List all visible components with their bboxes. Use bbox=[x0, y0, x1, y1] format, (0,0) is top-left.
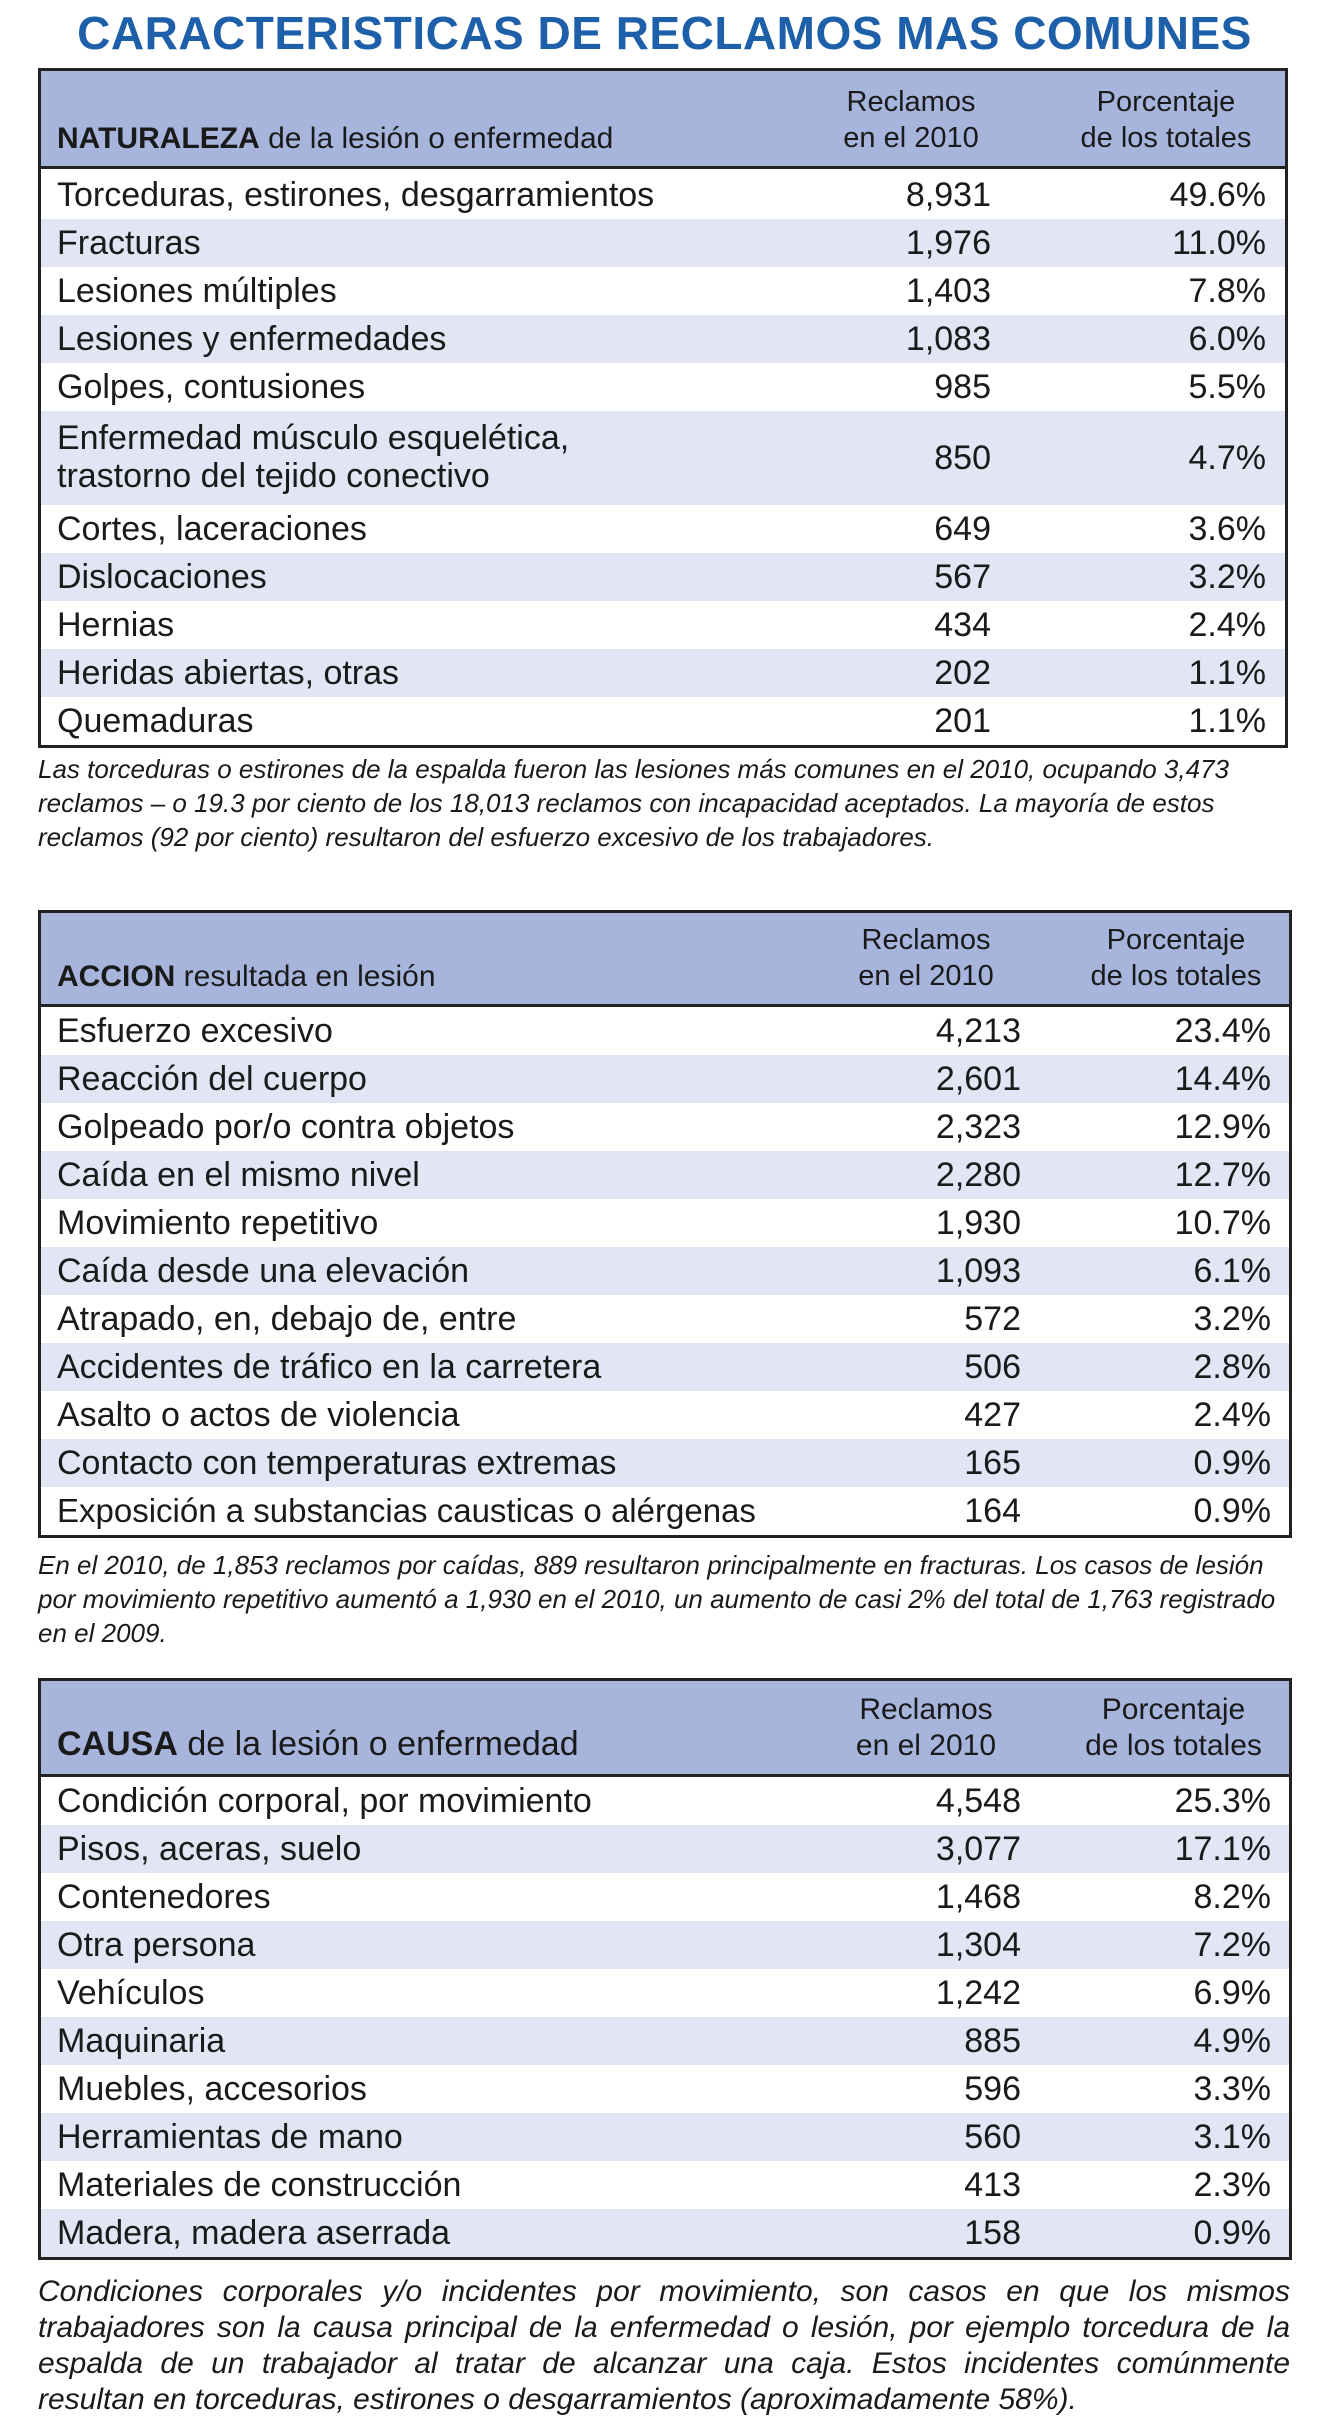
table-row: Caída desde una elevación 1,093 6.1% bbox=[41, 1247, 1289, 1295]
table-row: Contenedores 1,468 8.2% bbox=[57, 1878, 1271, 1916]
table-row: Fracturas 1,976 11.0% bbox=[41, 219, 1285, 267]
table-row: Herramientas de mano 560 3.1% bbox=[41, 2113, 1289, 2161]
accion-note: En el 2010, de 1,853 reclamos por caídas, 889 resultaron principalmente en fracturas. Los casos de lesión por movimiento repetitivo aumentó a 1,930 en el 2010, un aumento de casi 2% del total de 1,763 registrado en el 2009. bbox=[38, 1550, 1276, 1648]
table-row: Lesiones y enfermedades 1,083 6.0% bbox=[41, 315, 1285, 363]
table-header bbox=[41, 1681, 1289, 1777]
header-label: NATURALEZA de la lesión o enfermedad bbox=[57, 122, 614, 155]
table-row: Asalto o actos de violencia 427 2.4% bbox=[57, 1396, 1271, 1434]
claims-column-header: Reclamos en el 2010 bbox=[843, 86, 979, 154]
table-row: Maquinaria 885 4.9% bbox=[41, 2017, 1289, 2065]
claims-column-header: Reclamos en el 2010 bbox=[855, 1693, 997, 1762]
header-label: CAUSA de la lesión o enfermedad bbox=[57, 1725, 579, 1763]
claims-column-header: Reclamos en el 2010 bbox=[858, 924, 994, 992]
causa-table bbox=[38, 1678, 1292, 2260]
table-row: Enfermedad músculo esquelética, trastorno del tejido conectivo 850 4.7% bbox=[41, 411, 1285, 505]
table-row: Caída en el mismo nivel 2,280 12.7% bbox=[41, 1151, 1289, 1199]
naturaleza-note: Las torceduras o estirones de la espalda fueron las lesiones más comunes en el 2010, ocupando 3,473 reclamos – o 19.3 por ciento de los 18,013 reclamos con incapacidad aceptados. La mayoría de estos reclamos (92 por ciento) resultaron del esfuerzo excesivo de los trabajadores. bbox=[38, 754, 1229, 852]
table-row: Heridas abiertas, otras 202 1.1% bbox=[41, 649, 1285, 697]
table-row: Cortes, laceraciones 649 3.6% bbox=[57, 510, 1266, 548]
table-row: Vehículos 1,242 6.9% bbox=[57, 1974, 1271, 2012]
table-row: Reacción del cuerpo 2,601 14.4% bbox=[41, 1055, 1289, 1103]
table-row: Quemaduras 201 1.1% bbox=[57, 702, 1266, 740]
table-row: Madera, madera aserrada 158 0.9% bbox=[41, 2209, 1289, 2257]
table-row: Esfuerzo excesivo 4,213 23.4% bbox=[57, 1012, 1271, 1050]
causa-note: Condiciones corporales y/o incidentes por movimiento, son casos en que los mismos trabajadores son la causa principal de la enfermedad o lesión, por ejemplo torcedura de la espalda de un trabajador al tratar de alcanzar una caja. Estos incidentes comúnmente resultan en torceduras, estirones o desgarramientos (aproximadamente 58%). bbox=[38, 2275, 1290, 2416]
percent-column-header: Porcentaje de los totales bbox=[1085, 1693, 1262, 1762]
table-row: Dislocaciones 567 3.2% bbox=[41, 553, 1285, 601]
table-row: Golpeado por/o contra objetos 2,323 12.9% bbox=[57, 1108, 1271, 1146]
percent-column-header: Porcentaje de los totales bbox=[1080, 86, 1252, 154]
table-row: Hernias 434 2.4% bbox=[57, 606, 1266, 644]
table-row: Muebles, accesorios 596 3.3% bbox=[57, 2070, 1271, 2108]
table-row: Contacto con temperaturas extremas 165 0.9% bbox=[41, 1439, 1289, 1487]
table-row: Materiales de construcción 413 2.3% bbox=[57, 2166, 1271, 2204]
table-row: Lesiones múltiples 1,403 7.8% bbox=[57, 272, 1266, 310]
naturaleza-table bbox=[38, 68, 1288, 748]
table-header bbox=[41, 71, 1285, 169]
table-row: Otra persona 1,304 7.2% bbox=[41, 1921, 1289, 1969]
table-row: Exposición a substancias causticas o alérgenas 164 0.9% bbox=[57, 1492, 1271, 1530]
table-row: Atrapado, en, debajo de, entre 572 3.2% bbox=[57, 1300, 1271, 1338]
table-row: Golpes, contusiones 985 5.5% bbox=[57, 368, 1266, 406]
table-header bbox=[41, 913, 1289, 1007]
percent-column-header: Porcentaje de los totales bbox=[1090, 924, 1262, 992]
table-row: Condición corporal, por movimiento 4,548 25.3% bbox=[57, 1782, 1271, 1820]
accion-table bbox=[38, 910, 1292, 1538]
page-title: CARACTERISTICAS DE RECLAMOS MAS COMUNES bbox=[77, 7, 1252, 59]
table-row: Movimiento repetitivo 1,930 10.7% bbox=[57, 1204, 1271, 1242]
table-row: Accidentes de tráfico en la carretera 506 2.8% bbox=[41, 1343, 1289, 1391]
header-label: ACCION resultada en lesión bbox=[57, 960, 436, 993]
table-row: Torceduras, estirones, desgarramientos 8,931 49.6% bbox=[57, 176, 1266, 214]
table-row: Pisos, aceras, suelo 3,077 17.1% bbox=[41, 1825, 1289, 1873]
